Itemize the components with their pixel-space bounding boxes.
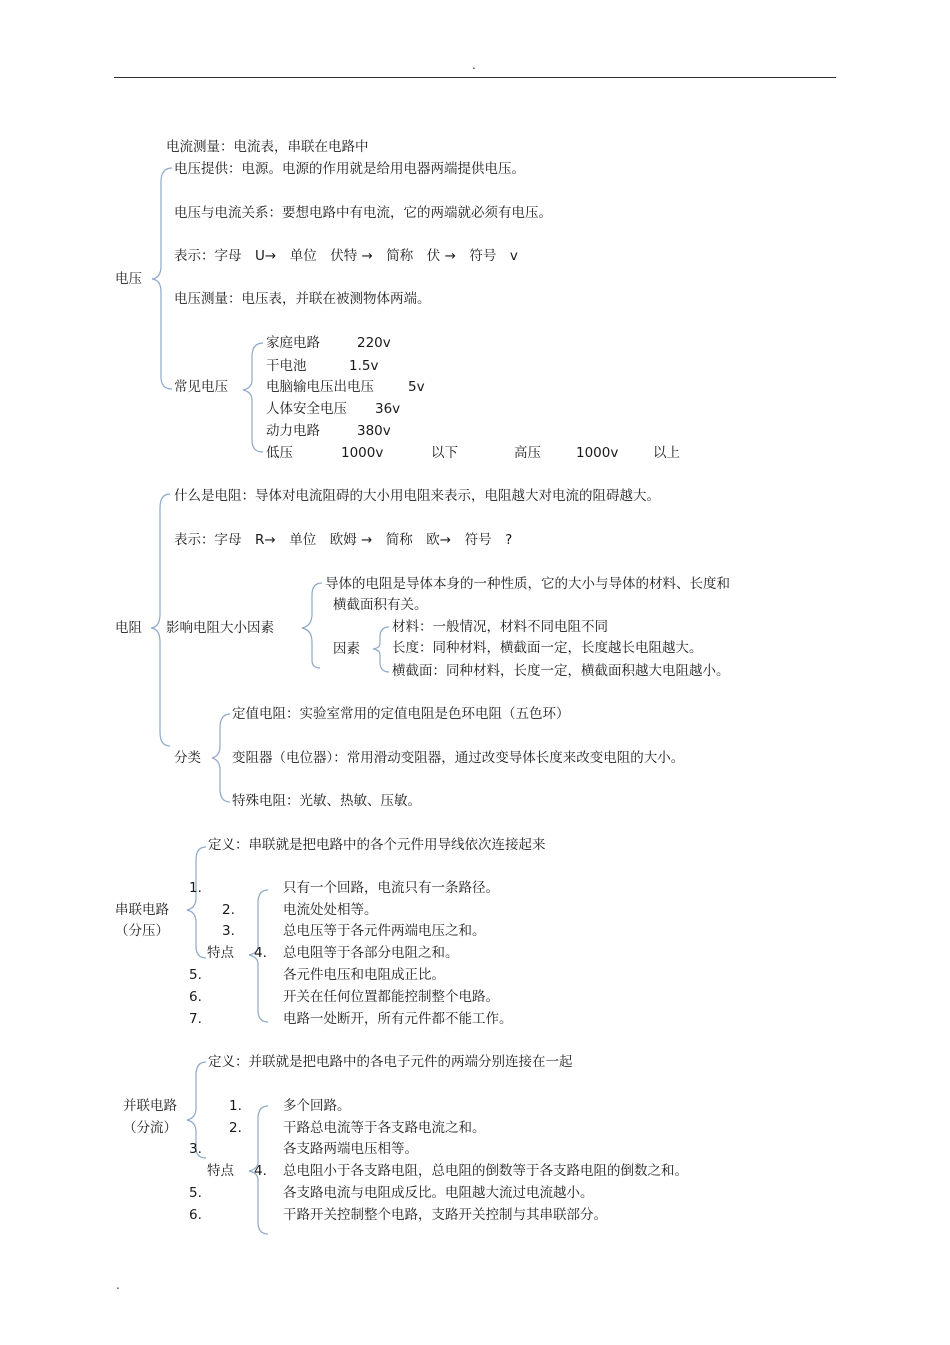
- common-voltage-value: 1.5v: [349, 358, 379, 374]
- high-voltage-value: 1000v: [576, 445, 619, 461]
- common-voltage-label: 常见电压: [174, 379, 228, 395]
- resistance-class: 特殊电阻：光敏、热敏、压敏。: [232, 793, 421, 809]
- series-subtitle: （分压）: [115, 923, 169, 939]
- series-feature-label: 特点: [207, 945, 234, 961]
- series-number: 4.: [254, 945, 267, 961]
- low-voltage-label: 低压: [266, 445, 293, 461]
- parallel-feature-label: 特点: [207, 1163, 234, 1179]
- resistance-property: 横截面积有关。: [333, 597, 428, 613]
- series-item: 各元件电压和电阻成正比。: [283, 967, 445, 983]
- series-item: 总电压等于各元件两端电压之和。: [283, 923, 486, 939]
- common-voltage-name: 家庭电路: [266, 335, 320, 351]
- resistance-factor-brace: [373, 627, 389, 672]
- common-voltage-name: 人体安全电压: [266, 401, 347, 417]
- series-number: 3.: [222, 923, 235, 939]
- parallel-item: 总电阻小于各支路电阻，总电阻的倒数等于各支路电阻的倒数之和。: [283, 1163, 688, 1179]
- resistance-class: 变阻器（电位器）：常用滑动变阻器，通过改变导体长度来改变电阻的大小。: [232, 750, 685, 766]
- resistance-factor: 横截面：同种材料，长度一定，横截面积越大电阻越小。: [392, 663, 730, 679]
- voltage-common-brace: [243, 343, 263, 452]
- parallel-number: 2.: [229, 1120, 242, 1136]
- voltage-item: 电压与电流关系：要想电路中有电流，它的两端就必须有电压。: [174, 205, 552, 221]
- common-voltage-value: 36v: [375, 401, 401, 417]
- parallel-item: 多个回路。: [283, 1098, 351, 1114]
- low-voltage-value: 1000v: [341, 445, 384, 461]
- series-number: 2.: [222, 902, 235, 918]
- common-voltage-name: 动力电路: [266, 423, 320, 439]
- high-voltage-label: 高压: [514, 445, 541, 461]
- parallel-item: 各支路两端电压相等。: [283, 1141, 418, 1157]
- resistance-factor-label: 因素: [333, 641, 360, 657]
- common-voltage-value: 380v: [357, 423, 391, 439]
- resistance-what: 什么是电阻：导体对电流阻碍的大小用电阻来表示，电阻越大对电流的阻碍越大。: [174, 488, 660, 504]
- series-title: 串联电路: [115, 902, 169, 918]
- voltage-item: 电压提供：电源。电源的作用就是给用电器两端提供电压。: [174, 161, 525, 177]
- resistance-factors-label: 影响电阻大小因素: [166, 620, 274, 636]
- common-voltage-name: 电脑输电压出电压: [266, 379, 374, 395]
- resistance-factor: 长度：同种材料，横截面一定，长度越长电阻越大。: [392, 640, 703, 656]
- footer-dot: .: [116, 1278, 120, 1292]
- series-item: 总电阻等于各部分电阻之和。: [283, 945, 459, 961]
- parallel-number: 5.: [189, 1185, 202, 1201]
- common-voltage-value: 220v: [357, 335, 391, 351]
- series-definition: 定义：串联就是把电路中的各个元件用导线依次连接起来: [208, 837, 546, 853]
- series-item: 电流处处相等。: [283, 902, 378, 918]
- resistance-class-label: 分类: [174, 750, 201, 766]
- high-voltage-suffix: 以上: [653, 445, 680, 461]
- resistance-class-brace: [212, 714, 230, 802]
- current-measure-text: 电流测量：电流表，串联在电路中: [166, 139, 369, 155]
- series-number: 1.: [189, 880, 202, 896]
- header-rule: [114, 77, 836, 78]
- parallel-subtitle: （分流）: [123, 1120, 177, 1136]
- resistance-notation: 表示：字母 R→ 单位 欧姆 → 简称 欧→ 符号 ?: [174, 532, 513, 548]
- parallel-item: 干路开关控制整个电路，支路开关控制与其串联部分。: [283, 1207, 607, 1223]
- parallel-item: 各支路电流与电阻成反比。电阻越大流过电流越小。: [283, 1185, 594, 1201]
- resistance-class: 定值电阻：实验室常用的定值电阻是色环电阻（五色环）: [232, 706, 570, 722]
- voltage-title: 电压: [115, 271, 142, 287]
- common-voltage-name: 干电池: [266, 358, 307, 374]
- parallel-number: 6.: [189, 1207, 202, 1223]
- series-number: 6.: [189, 989, 202, 1005]
- series-number: 5.: [189, 967, 202, 983]
- resistance-property: 导体的电阻是导体本身的一种性质，它的大小与导体的材料、长度和: [325, 576, 730, 592]
- voltage-main-brace: [152, 168, 172, 389]
- parallel-definition: 定义：并联就是把电路中的各电子元件的两端分别连接在一起: [208, 1054, 573, 1070]
- series-item: 只有一个回路，电流只有一条路径。: [283, 880, 499, 896]
- resistance-factor: 材料：一般情况，材料不同电阻不同: [392, 619, 608, 635]
- parallel-item: 干路总电流等于各支路电流之和。: [283, 1120, 486, 1136]
- parallel-number: 3.: [189, 1141, 202, 1157]
- voltage-item: 电压测量：电压表，并联在被测物体两端。: [174, 291, 431, 307]
- series-item: 电路一处断开，所有元件都不能工作。: [283, 1011, 513, 1027]
- series-number: 7.: [189, 1011, 202, 1027]
- low-voltage-suffix: 以下: [431, 445, 458, 461]
- resistance-factors-brace: [302, 583, 322, 668]
- series-main-brace: [187, 847, 206, 958]
- voltage-item: 表示：字母 U→ 单位 伏特 → 简称 伏 → 符号 v: [174, 248, 518, 264]
- header-dot: .: [472, 58, 476, 72]
- resistance-title: 电阻: [115, 620, 142, 636]
- common-voltage-value: 5v: [408, 379, 425, 395]
- parallel-number: 4.: [254, 1163, 267, 1179]
- series-item: 开关在任何位置都能控制整个电路。: [283, 989, 499, 1005]
- parallel-title: 并联电路: [123, 1098, 177, 1114]
- parallel-number: 1.: [229, 1098, 242, 1114]
